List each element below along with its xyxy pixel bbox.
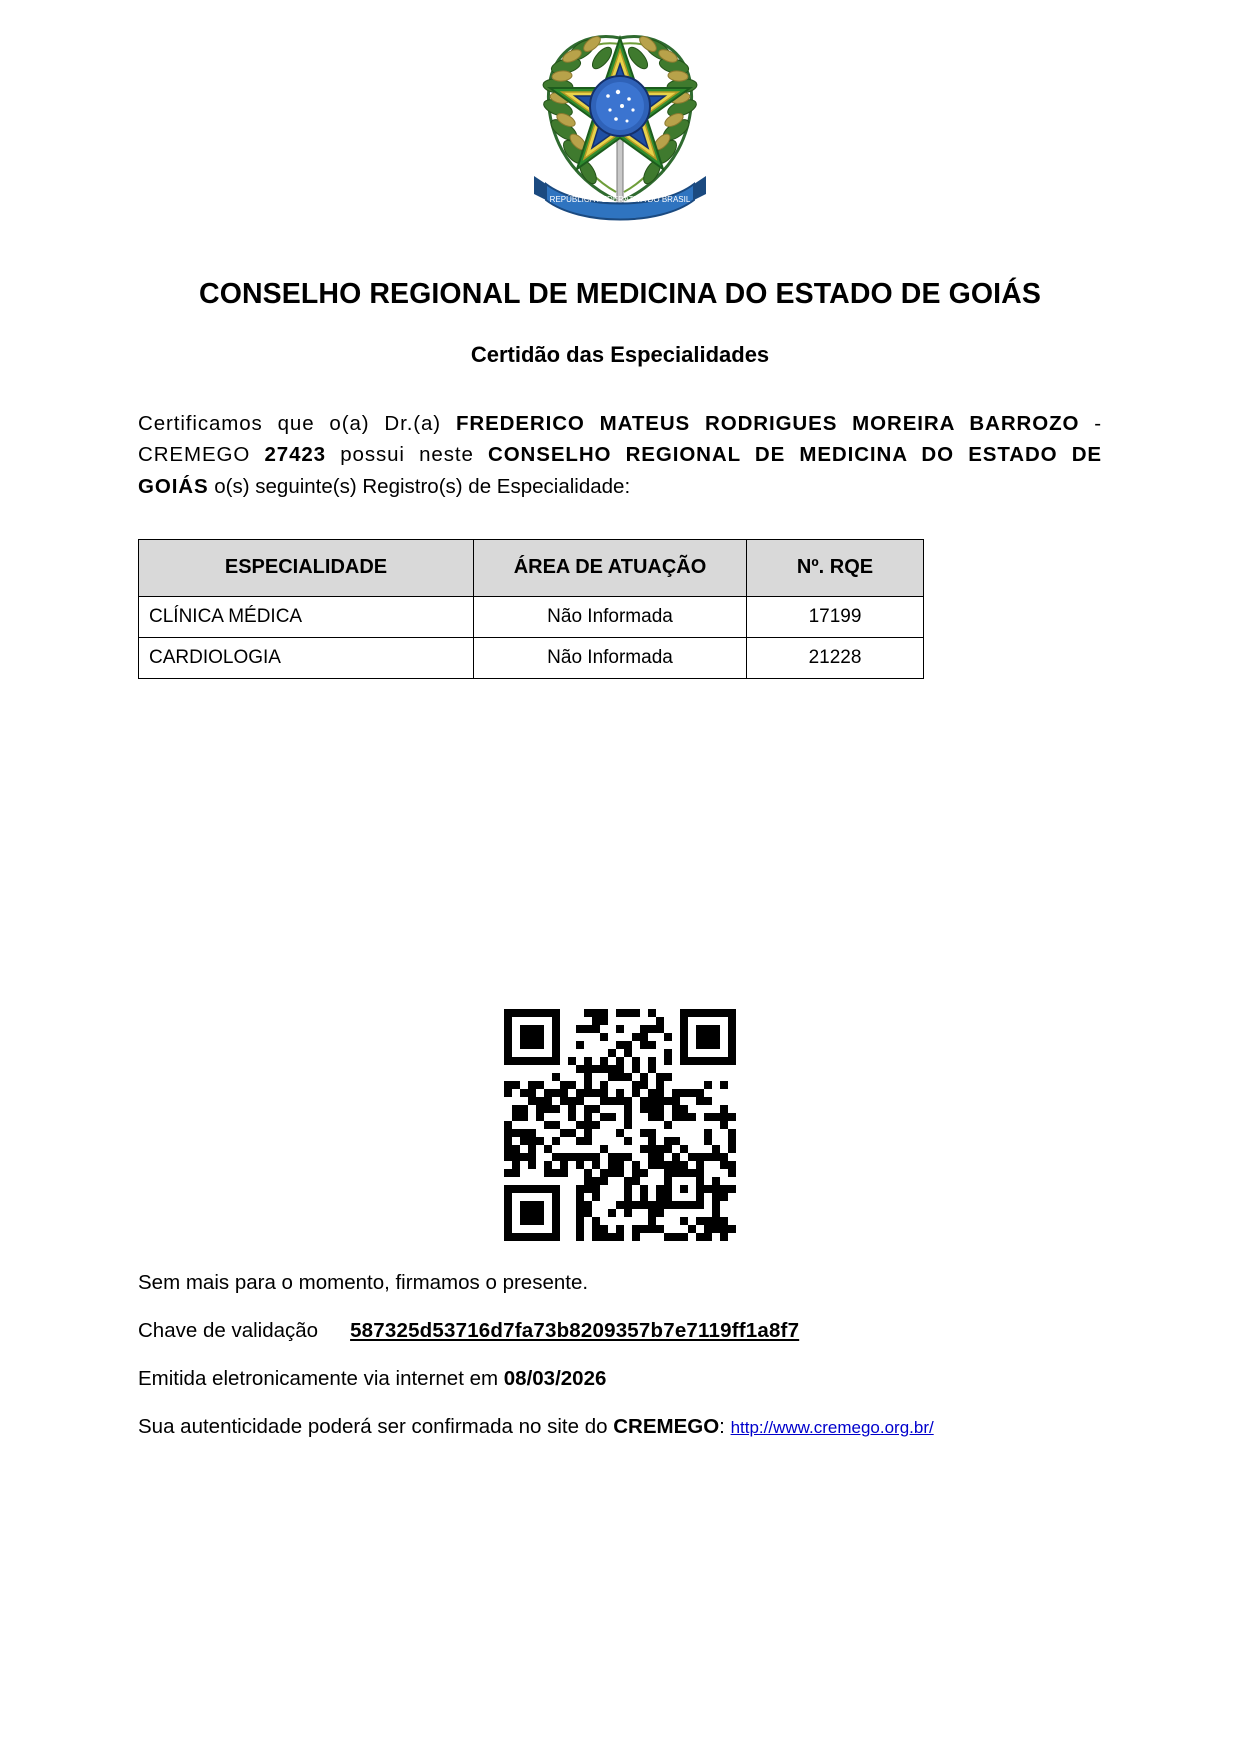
validation-qr-code: [504, 1009, 736, 1241]
column-header-rqe: Nº. RQE: [747, 539, 924, 596]
certificate-footer: [138, 1271, 1102, 1439]
issue-date-label: Emitida eletronicamente via internet em: [138, 1366, 504, 1390]
brazil-coat-of-arms-icon: [520, 14, 720, 240]
cell-area-atuacao: Não Informada: [474, 637, 747, 678]
statement-part-1: Certificamos que o(a) Dr.(a): [138, 411, 456, 435]
cell-rqe: 21228: [747, 637, 924, 678]
authenticity-line: [138, 1415, 1102, 1439]
authenticity-separator: :: [719, 1414, 731, 1438]
document-title: Certidão das Especialidades: [470, 341, 770, 367]
statement-part-4: o(s) seguinte(s) Registro(s) de Especialidade:: [208, 475, 631, 499]
validation-key-line: [138, 1319, 1102, 1343]
statement-part-2: - CREMEGO: [138, 411, 1103, 467]
qr-code-container: [0, 1009, 1240, 1241]
authenticity-org: CREMEGO: [613, 1414, 720, 1438]
organization-title: CONSELHO REGIONAL DE MEDICINA DO ESTADO DE GOIÁS: [199, 278, 1041, 310]
council-name: CONSELHO REGIONAL DE MEDICINA DO ESTADO DE GOIÁS: [138, 443, 1103, 499]
certificate-statement: [138, 408, 1102, 503]
cell-area-atuacao: Não Informada: [474, 596, 747, 637]
closing-statement: Sem mais para o momento, firmamos o presente.: [138, 1270, 589, 1294]
issue-date-value: 08/03/2026: [503, 1366, 607, 1390]
column-header-especialidade: ESPECIALIDADE: [139, 539, 474, 596]
registration-number: 27423: [264, 443, 326, 467]
validation-key-label: Chave de validação: [138, 1318, 319, 1342]
statement-part-3: possui neste: [325, 443, 488, 467]
issue-date-line: [138, 1367, 1102, 1391]
cell-rqe: 17199: [747, 596, 924, 637]
crest-container: [0, 0, 1240, 240]
column-header-area-atuacao: ÁREA DE ATUAÇÃO: [474, 539, 747, 596]
cell-especialidade: CARDIOLOGIA: [139, 637, 474, 678]
cell-especialidade: CLÍNICA MÉDICA: [139, 596, 474, 637]
table-row: [139, 637, 924, 678]
authenticity-text: Sua autenticidade poderá ser confirmada no site do: [138, 1414, 614, 1438]
specialties-table: [138, 539, 924, 679]
cremego-site-link[interactable]: http://www.cremego.org.br/: [730, 1417, 934, 1437]
table-row: [139, 596, 924, 637]
validation-key-value: 587325d53716d7fa73b8209357b7e7119ff1a8f7: [350, 1318, 800, 1342]
table-header-row: [139, 539, 924, 596]
svg-text:REPÚBLICA FEDERATIVA DO BRASIL: REPÚBLICA FEDERATIVA DO BRASIL: [549, 195, 691, 204]
doctor-name: FREDERICO MATEUS RODRIGUES MOREIRA BARROZO: [455, 411, 1080, 435]
